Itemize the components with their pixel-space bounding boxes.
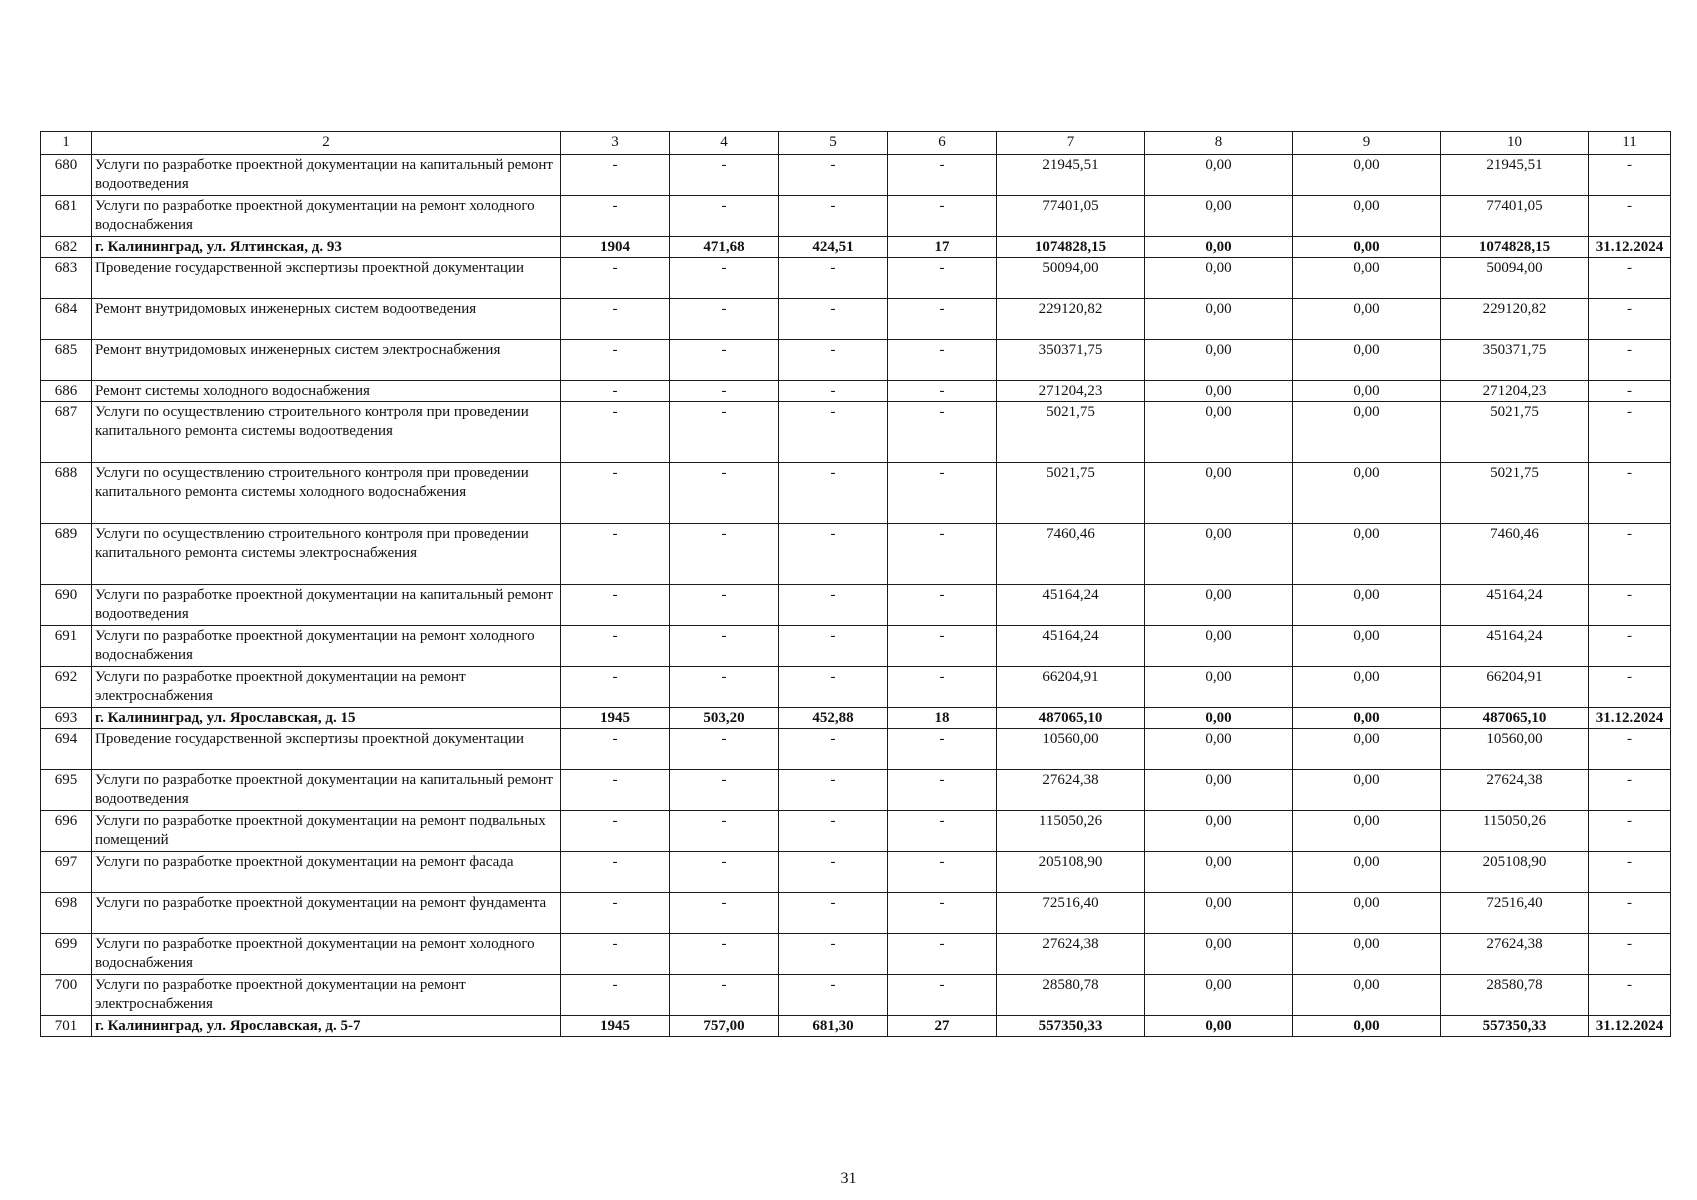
fund-cost: 0,00: [1145, 729, 1293, 770]
table-row: [41, 811, 1671, 852]
total-area: -: [670, 402, 779, 463]
residents: -: [888, 770, 997, 811]
total-cost: 66204,91: [997, 667, 1145, 708]
owner-cost: 66204,91: [1441, 667, 1589, 708]
address-row: [41, 708, 1671, 729]
work-description: Услуги по разработке проектной документации на ремонт подвальных помещений: [92, 811, 561, 852]
page-number: 31: [840, 1170, 857, 1187]
living-area: -: [779, 463, 888, 524]
total-area: 471,68: [670, 237, 779, 258]
residents: -: [888, 299, 997, 340]
fund-cost: 0,00: [1145, 893, 1293, 934]
total-cost: 45164,24: [997, 626, 1145, 667]
owner-cost: 350371,75: [1441, 340, 1589, 381]
total-area: -: [670, 258, 779, 299]
build-year: -: [561, 975, 670, 1016]
fund-cost: 0,00: [1145, 626, 1293, 667]
residents: -: [888, 340, 997, 381]
deadline: -: [1589, 811, 1671, 852]
column-number: 3: [561, 132, 670, 155]
work-description: г. Калининград, ул. Ялтинская, д. 93: [92, 237, 561, 258]
total-cost: 205108,90: [997, 852, 1145, 893]
budget-cost: 0,00: [1293, 340, 1441, 381]
column-number: 4: [670, 132, 779, 155]
build-year: -: [561, 524, 670, 585]
deadline: -: [1589, 258, 1671, 299]
table-row: [41, 626, 1671, 667]
residents: -: [888, 402, 997, 463]
living-area: -: [779, 893, 888, 934]
deadline: -: [1589, 626, 1671, 667]
row-number: 682: [41, 237, 92, 258]
build-year: -: [561, 729, 670, 770]
row-number: 683: [41, 258, 92, 299]
row-number: 695: [41, 770, 92, 811]
budget-cost: 0,00: [1293, 155, 1441, 196]
living-area: 452,88: [779, 708, 888, 729]
total-area: -: [670, 196, 779, 237]
owner-cost: 77401,05: [1441, 196, 1589, 237]
total-area: -: [670, 852, 779, 893]
deadline: -: [1589, 196, 1671, 237]
living-area: -: [779, 155, 888, 196]
fund-cost: 0,00: [1145, 340, 1293, 381]
fund-cost: 0,00: [1145, 258, 1293, 299]
budget-cost: 0,00: [1293, 237, 1441, 258]
total-cost: 28580,78: [997, 975, 1145, 1016]
row-number: 690: [41, 585, 92, 626]
table-row: [41, 667, 1671, 708]
residents: -: [888, 852, 997, 893]
build-year: -: [561, 811, 670, 852]
build-year: -: [561, 196, 670, 237]
column-number: 2: [92, 132, 561, 155]
row-number: 693: [41, 708, 92, 729]
total-area: -: [670, 299, 779, 340]
total-area: 503,20: [670, 708, 779, 729]
budget-cost: 0,00: [1293, 402, 1441, 463]
living-area: -: [779, 729, 888, 770]
work-description: Услуги по разработке проектной документации на ремонт холодного водоснабжения: [92, 934, 561, 975]
build-year: -: [561, 770, 670, 811]
table-row: [41, 196, 1671, 237]
deadline: -: [1589, 729, 1671, 770]
table-row: [41, 381, 1671, 402]
work-description: Услуги по разработке проектной документации на капитальный ремонт водоотведения: [92, 585, 561, 626]
living-area: -: [779, 196, 888, 237]
total-cost: 5021,75: [997, 463, 1145, 524]
deadline: 31.12.2024: [1589, 708, 1671, 729]
total-area: -: [670, 770, 779, 811]
row-number: 687: [41, 402, 92, 463]
total-cost: 5021,75: [997, 402, 1145, 463]
build-year: 1945: [561, 708, 670, 729]
total-cost: 27624,38: [997, 770, 1145, 811]
column-number: 5: [779, 132, 888, 155]
budget-cost: 0,00: [1293, 852, 1441, 893]
total-cost: 350371,75: [997, 340, 1145, 381]
total-area: -: [670, 155, 779, 196]
deadline: -: [1589, 340, 1671, 381]
table-row: [41, 258, 1671, 299]
build-year: 1945: [561, 1016, 670, 1037]
build-year: -: [561, 155, 670, 196]
owner-cost: 229120,82: [1441, 299, 1589, 340]
row-number: 696: [41, 811, 92, 852]
residents: -: [888, 893, 997, 934]
owner-cost: 45164,24: [1441, 626, 1589, 667]
total-area: -: [670, 524, 779, 585]
build-year: -: [561, 626, 670, 667]
table-row: [41, 340, 1671, 381]
residents: 18: [888, 708, 997, 729]
fund-cost: 0,00: [1145, 155, 1293, 196]
living-area: -: [779, 258, 888, 299]
deadline: -: [1589, 667, 1671, 708]
owner-cost: 7460,46: [1441, 524, 1589, 585]
row-number: 697: [41, 852, 92, 893]
owner-cost: 45164,24: [1441, 585, 1589, 626]
work-description: Проведение государственной экспертизы проектной документации: [92, 729, 561, 770]
living-area: -: [779, 381, 888, 402]
total-cost: 115050,26: [997, 811, 1145, 852]
build-year: -: [561, 667, 670, 708]
fund-cost: 0,00: [1145, 196, 1293, 237]
build-year: -: [561, 463, 670, 524]
row-number: 681: [41, 196, 92, 237]
owner-cost: 28580,78: [1441, 975, 1589, 1016]
total-area: -: [670, 729, 779, 770]
owner-cost: 1074828,15: [1441, 237, 1589, 258]
table-body: [41, 132, 1671, 1037]
budget-cost: 0,00: [1293, 975, 1441, 1016]
budget-cost: 0,00: [1293, 770, 1441, 811]
row-number: 684: [41, 299, 92, 340]
build-year: -: [561, 299, 670, 340]
budget-cost: 0,00: [1293, 1016, 1441, 1037]
deadline: -: [1589, 463, 1671, 524]
owner-cost: 5021,75: [1441, 463, 1589, 524]
work-description: Услуги по разработке проектной документации на капитальный ремонт водоотведения: [92, 155, 561, 196]
residents: -: [888, 729, 997, 770]
deadline: -: [1589, 893, 1671, 934]
owner-cost: 27624,38: [1441, 770, 1589, 811]
build-year: -: [561, 381, 670, 402]
owner-cost: 487065,10: [1441, 708, 1589, 729]
work-description: Услуги по разработке проектной документации на ремонт холодного водоснабжения: [92, 626, 561, 667]
deadline: 31.12.2024: [1589, 1016, 1671, 1037]
deadline: -: [1589, 975, 1671, 1016]
budget-cost: 0,00: [1293, 811, 1441, 852]
table-row: [41, 729, 1671, 770]
residents: -: [888, 975, 997, 1016]
row-number: 694: [41, 729, 92, 770]
residents: -: [888, 626, 997, 667]
budget-cost: 0,00: [1293, 708, 1441, 729]
residents: -: [888, 811, 997, 852]
owner-cost: 5021,75: [1441, 402, 1589, 463]
fund-cost: 0,00: [1145, 585, 1293, 626]
total-area: -: [670, 381, 779, 402]
owner-cost: 27624,38: [1441, 934, 1589, 975]
budget-cost: 0,00: [1293, 524, 1441, 585]
residents: 17: [888, 237, 997, 258]
deadline: -: [1589, 155, 1671, 196]
row-number: 692: [41, 667, 92, 708]
address-row: [41, 1016, 1671, 1037]
work-description: Услуги по разработке проектной документации на ремонт электроснабжения: [92, 667, 561, 708]
fund-cost: 0,00: [1145, 852, 1293, 893]
total-cost: 271204,23: [997, 381, 1145, 402]
total-area: -: [670, 893, 779, 934]
total-area: -: [670, 667, 779, 708]
living-area: -: [779, 402, 888, 463]
work-description: Услуги по разработке проектной документации на ремонт фасада: [92, 852, 561, 893]
row-number: 680: [41, 155, 92, 196]
total-cost: 1074828,15: [997, 237, 1145, 258]
works-table: [40, 131, 1671, 1037]
row-number: 701: [41, 1016, 92, 1037]
budget-cost: 0,00: [1293, 196, 1441, 237]
living-area: -: [779, 975, 888, 1016]
total-area: -: [670, 626, 779, 667]
table-row: [41, 155, 1671, 196]
total-area: -: [670, 340, 779, 381]
work-description: Услуги по разработке проектной документации на ремонт электроснабжения: [92, 975, 561, 1016]
deadline: 31.12.2024: [1589, 237, 1671, 258]
total-cost: 10560,00: [997, 729, 1145, 770]
owner-cost: 10560,00: [1441, 729, 1589, 770]
row-number: 700: [41, 975, 92, 1016]
table-row: [41, 770, 1671, 811]
budget-cost: 0,00: [1293, 934, 1441, 975]
living-area: -: [779, 626, 888, 667]
fund-cost: 0,00: [1145, 667, 1293, 708]
residents: -: [888, 381, 997, 402]
row-number: 688: [41, 463, 92, 524]
total-cost: 7460,46: [997, 524, 1145, 585]
owner-cost: 50094,00: [1441, 258, 1589, 299]
total-area: -: [670, 975, 779, 1016]
build-year: -: [561, 585, 670, 626]
residents: -: [888, 196, 997, 237]
budget-cost: 0,00: [1293, 667, 1441, 708]
build-year: -: [561, 852, 670, 893]
deadline: -: [1589, 381, 1671, 402]
fund-cost: 0,00: [1145, 934, 1293, 975]
budget-cost: 0,00: [1293, 381, 1441, 402]
work-description: г. Калининград, ул. Ярославская, д. 5-7: [92, 1016, 561, 1037]
table-row: [41, 893, 1671, 934]
residents: -: [888, 585, 997, 626]
fund-cost: 0,00: [1145, 975, 1293, 1016]
work-description: Проведение государственной экспертизы проектной документации: [92, 258, 561, 299]
row-number: 686: [41, 381, 92, 402]
column-number: 9: [1293, 132, 1441, 155]
row-number: 685: [41, 340, 92, 381]
living-area: -: [779, 934, 888, 975]
residents: -: [888, 524, 997, 585]
build-year: 1904: [561, 237, 670, 258]
owner-cost: 115050,26: [1441, 811, 1589, 852]
residents: -: [888, 155, 997, 196]
total-area: -: [670, 585, 779, 626]
work-description: Услуги по разработке проектной документации на капитальный ремонт водоотведения: [92, 770, 561, 811]
owner-cost: 205108,90: [1441, 852, 1589, 893]
build-year: -: [561, 893, 670, 934]
living-area: -: [779, 340, 888, 381]
row-number: 698: [41, 893, 92, 934]
owner-cost: 21945,51: [1441, 155, 1589, 196]
budget-cost: 0,00: [1293, 585, 1441, 626]
total-area: 757,00: [670, 1016, 779, 1037]
owner-cost: 557350,33: [1441, 1016, 1589, 1037]
deadline: -: [1589, 524, 1671, 585]
total-cost: 72516,40: [997, 893, 1145, 934]
total-area: -: [670, 811, 779, 852]
fund-cost: 0,00: [1145, 299, 1293, 340]
living-area: -: [779, 811, 888, 852]
total-cost: 229120,82: [997, 299, 1145, 340]
column-number-row: [41, 132, 1671, 155]
total-area: -: [670, 934, 779, 975]
row-number: 691: [41, 626, 92, 667]
total-cost: 487065,10: [997, 708, 1145, 729]
fund-cost: 0,00: [1145, 524, 1293, 585]
address-row: [41, 237, 1671, 258]
total-area: -: [670, 463, 779, 524]
total-cost: 21945,51: [997, 155, 1145, 196]
build-year: -: [561, 402, 670, 463]
fund-cost: 0,00: [1145, 463, 1293, 524]
living-area: -: [779, 852, 888, 893]
column-number: 1: [41, 132, 92, 155]
work-description: Услуги по осуществлению строительного контроля при проведении капитального ремонта системы электроснабжения: [92, 524, 561, 585]
build-year: -: [561, 340, 670, 381]
residents: -: [888, 258, 997, 299]
budget-cost: 0,00: [1293, 258, 1441, 299]
residents: -: [888, 667, 997, 708]
table-row: [41, 402, 1671, 463]
total-cost: 45164,24: [997, 585, 1145, 626]
work-description: г. Калининград, ул. Ярославская, д. 15: [92, 708, 561, 729]
row-number: 689: [41, 524, 92, 585]
table-row: [41, 975, 1671, 1016]
column-number: 7: [997, 132, 1145, 155]
total-cost: 557350,33: [997, 1016, 1145, 1037]
build-year: -: [561, 934, 670, 975]
row-number: 699: [41, 934, 92, 975]
fund-cost: 0,00: [1145, 1016, 1293, 1037]
work-description: Ремонт внутридомовых инженерных систем водоотведения: [92, 299, 561, 340]
budget-cost: 0,00: [1293, 893, 1441, 934]
residents: -: [888, 463, 997, 524]
living-area: -: [779, 667, 888, 708]
work-description: Ремонт системы холодного водоснабжения: [92, 381, 561, 402]
table-row: [41, 934, 1671, 975]
living-area: 424,51: [779, 237, 888, 258]
fund-cost: 0,00: [1145, 237, 1293, 258]
deadline: -: [1589, 299, 1671, 340]
total-cost: 27624,38: [997, 934, 1145, 975]
total-cost: 77401,05: [997, 196, 1145, 237]
table-row: [41, 299, 1671, 340]
table-row: [41, 524, 1671, 585]
deadline: -: [1589, 852, 1671, 893]
build-year: -: [561, 258, 670, 299]
fund-cost: 0,00: [1145, 708, 1293, 729]
column-number: 6: [888, 132, 997, 155]
work-description: Услуги по разработке проектной документации на ремонт холодного водоснабжения: [92, 196, 561, 237]
residents: 27: [888, 1016, 997, 1037]
deadline: -: [1589, 585, 1671, 626]
budget-cost: 0,00: [1293, 299, 1441, 340]
living-area: 681,30: [779, 1016, 888, 1037]
owner-cost: 271204,23: [1441, 381, 1589, 402]
work-description: Ремонт внутридомовых инженерных систем электроснабжения: [92, 340, 561, 381]
total-cost: 50094,00: [997, 258, 1145, 299]
budget-cost: 0,00: [1293, 626, 1441, 667]
work-description: Услуги по осуществлению строительного контроля при проведении капитального ремонта системы холодного водоснабжения: [92, 463, 561, 524]
budget-cost: 0,00: [1293, 463, 1441, 524]
living-area: -: [779, 524, 888, 585]
owner-cost: 72516,40: [1441, 893, 1589, 934]
table-row: [41, 852, 1671, 893]
work-description: Услуги по осуществлению строительного контроля при проведении капитального ремонта системы водоотведения: [92, 402, 561, 463]
deadline: -: [1589, 770, 1671, 811]
living-area: -: [779, 770, 888, 811]
table-row: [41, 463, 1671, 524]
budget-cost: 0,00: [1293, 729, 1441, 770]
table-row: [41, 585, 1671, 626]
fund-cost: 0,00: [1145, 811, 1293, 852]
living-area: -: [779, 585, 888, 626]
work-description: Услуги по разработке проектной документации на ремонт фундамента: [92, 893, 561, 934]
living-area: -: [779, 299, 888, 340]
deadline: -: [1589, 934, 1671, 975]
fund-cost: 0,00: [1145, 770, 1293, 811]
column-number: 10: [1441, 132, 1589, 155]
fund-cost: 0,00: [1145, 402, 1293, 463]
column-number: 8: [1145, 132, 1293, 155]
fund-cost: 0,00: [1145, 381, 1293, 402]
deadline: -: [1589, 402, 1671, 463]
residents: -: [888, 934, 997, 975]
column-number: 11: [1589, 132, 1671, 155]
